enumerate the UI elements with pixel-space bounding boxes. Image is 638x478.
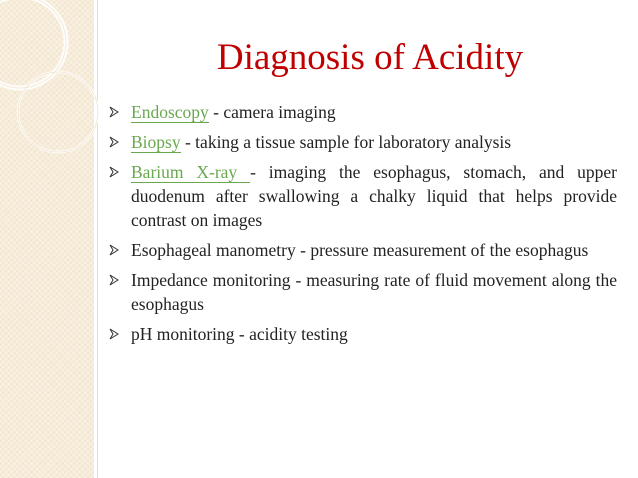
bullet-desc: - imaging the esophagus, stomach, and upper duodenum after swallowing a chalky liquid that helps provide contrast on images xyxy=(131,162,617,230)
bullet-desc: - measuring rate of fluid movement along the esophagus xyxy=(131,270,617,314)
bullet-item-biopsy xyxy=(107,130,617,154)
bullet-term: pH monitoring xyxy=(131,324,235,344)
side-panel-divider xyxy=(97,0,98,478)
bullet-term: Impedance monitoring xyxy=(131,270,291,290)
arrow-bullet-icon xyxy=(109,136,119,148)
barium-xray-link[interactable]: Barium X-ray xyxy=(131,162,251,182)
bullet-item-esophageal-manometry xyxy=(107,238,617,262)
arrow-bullet-icon xyxy=(109,244,119,256)
decorative-side-panel xyxy=(0,0,94,478)
biopsy-link[interactable]: Biopsy xyxy=(131,132,181,152)
bullet-item-endoscopy xyxy=(107,100,617,124)
bullet-list xyxy=(107,100,617,352)
bullet-item-ph-monitoring xyxy=(107,322,617,346)
bullet-desc: - taking a tissue sample for laboratory analysis xyxy=(180,132,512,152)
arrow-bullet-icon xyxy=(109,274,119,286)
bullet-desc: - camera imaging xyxy=(208,102,336,122)
bullet-item-impedance-monitoring xyxy=(107,268,617,316)
arrow-bullet-icon xyxy=(109,106,119,118)
endoscopy-link[interactable]: Endoscopy xyxy=(131,102,209,122)
bullet-desc: - pressure measurement of the esophagus xyxy=(295,240,589,260)
bullet-term: Esophageal manometry xyxy=(131,240,296,260)
arrow-bullet-icon xyxy=(109,328,119,340)
slide-title: Diagnosis of Acidity xyxy=(216,37,524,78)
bullet-item-barium-xray xyxy=(107,160,617,232)
bullet-desc: - acidity testing xyxy=(234,324,348,344)
arrow-bullet-icon xyxy=(109,166,119,178)
